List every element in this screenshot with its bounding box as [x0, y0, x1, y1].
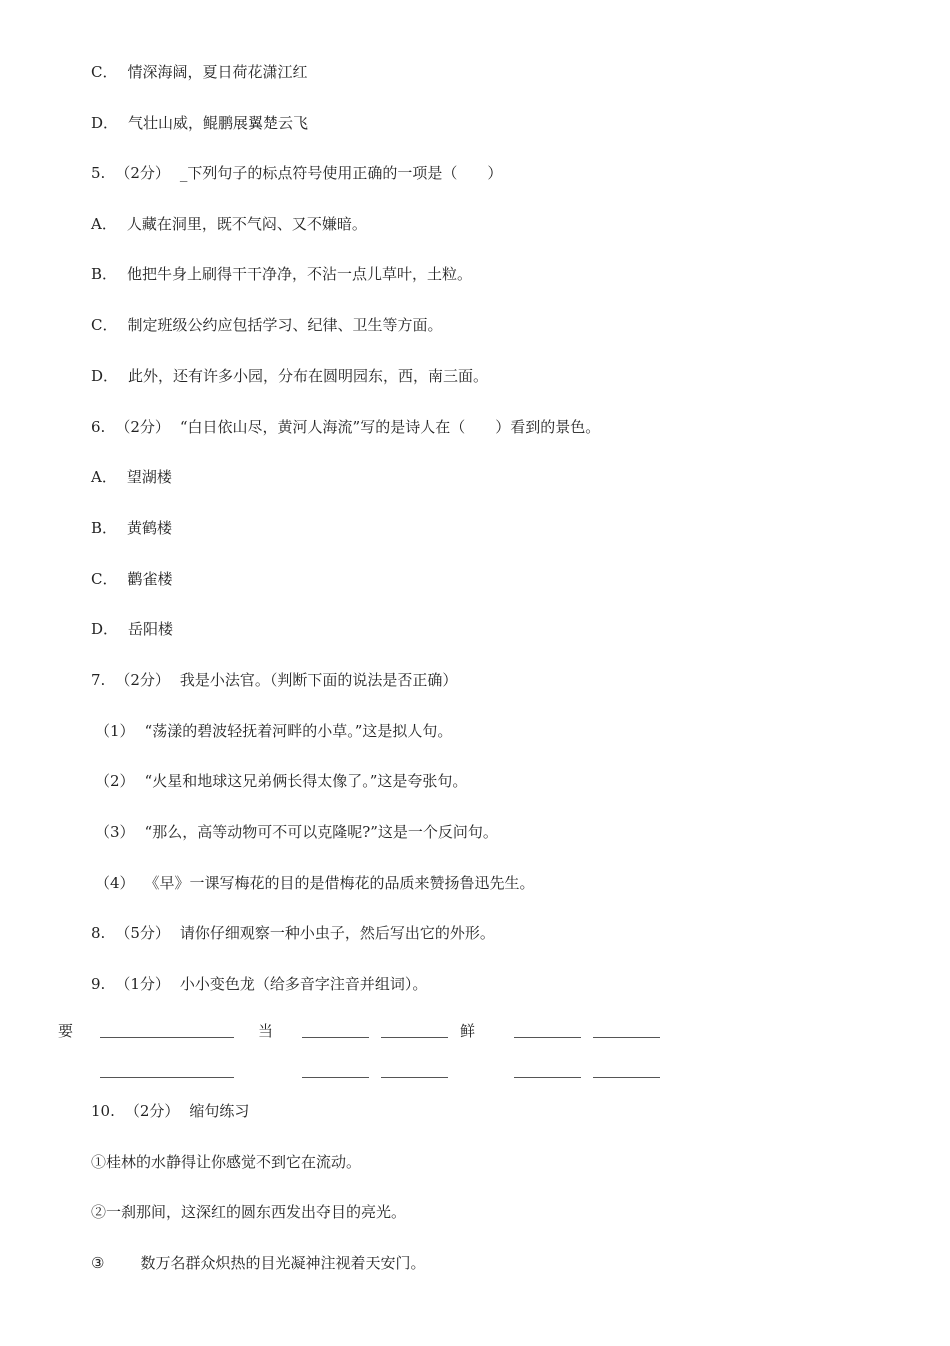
polyphone-char-xian: 鲜 [460, 1022, 476, 1040]
q9-answer-row-1 [0, 1021, 950, 1045]
item-text: 一刹那间，这深红的圆东西发出夺目的亮光。 [106, 1203, 407, 1221]
answer-blank[interactable] [514, 1037, 581, 1038]
q8-stem [91, 923, 495, 943]
item-text: 桂林的水静得让你感觉不到它在流动。 [106, 1153, 362, 1171]
question-number: 6. [91, 418, 106, 436]
q4-option-c [91, 62, 308, 82]
item-text: “荡漾的碧波轻抚着河畔的小草。”这是拟人句。 [144, 722, 453, 740]
question-score: （5分） [115, 924, 170, 942]
option-text: 情深海阔，夏日荷花潇江红 [127, 63, 308, 81]
q4-option-d [91, 113, 308, 133]
q6-option-b [91, 518, 172, 538]
question-score: （2分） [124, 1102, 180, 1120]
q5-option-c [91, 315, 443, 335]
option-text: 制定班级公约应包括学习、纪律、卫生等方面。 [127, 316, 443, 334]
question-number: 5. [91, 164, 106, 182]
answer-blank[interactable] [593, 1037, 660, 1038]
question-number: 8. [91, 924, 106, 942]
q6-option-a [91, 467, 172, 487]
item-text: 数万名群众炽热的目光凝神注视着天安门。 [140, 1254, 426, 1272]
answer-blank[interactable] [302, 1037, 369, 1038]
q5-option-d [91, 366, 488, 386]
item-label: （1） [95, 722, 135, 740]
q7-item-1 [95, 721, 452, 741]
option-label: D． [91, 367, 119, 385]
option-text: 气壮山威，鲲鹏展翼楚云飞 [128, 114, 309, 132]
question-number: 9. [91, 975, 106, 993]
q10-stem [91, 1101, 249, 1121]
question-text: 缩句练习 [189, 1102, 250, 1120]
option-label: D． [91, 620, 119, 638]
question-score: （2分） [115, 671, 170, 689]
item-text: “那么，高等动物可不可以克隆呢?”这是一个反问句。 [144, 823, 498, 841]
question-score: （2分） [115, 164, 170, 182]
q9-answer-row-2 [0, 1061, 950, 1085]
option-label: A． [91, 215, 117, 233]
q6-option-d [91, 619, 173, 639]
item-label: ① [91, 1153, 107, 1171]
item-label: （2） [95, 772, 135, 790]
answer-blank[interactable] [593, 1077, 660, 1078]
option-text: 此外，还有许多小园，分布在圆明园东，西，南三面。 [128, 367, 489, 385]
option-text: 岳阳楼 [128, 620, 174, 638]
item-text: “火星和地球这兄弟俩长得太像了。”这是夸张句。 [144, 772, 468, 790]
polyphone-char-yao: 要 [58, 1022, 74, 1040]
item-text: 《早》一课写梅花的目的是借梅花的品质来赞扬鲁迅先生。 [144, 874, 535, 892]
question-number: 7. [91, 671, 106, 689]
q5-option-b [91, 264, 472, 284]
option-label: B． [91, 519, 118, 537]
option-label: C． [91, 570, 118, 588]
option-text: 鹳雀楼 [127, 570, 173, 588]
q7-item-2 [95, 771, 467, 791]
question-text: 请你仔细观察一种小虫子，然后写出它的外形。 [179, 924, 495, 942]
item-label: （3） [95, 823, 135, 841]
question-text: “白日依山尽，黄河人海流”写的是诗人在（ ）看到的景色。 [179, 418, 601, 436]
answer-blank[interactable] [302, 1077, 369, 1078]
answer-blank[interactable] [100, 1037, 234, 1038]
q10-item-1 [91, 1152, 361, 1172]
option-label: C． [91, 63, 118, 81]
option-label: B． [91, 265, 118, 283]
q7-item-3 [95, 822, 498, 842]
option-label: C． [91, 316, 118, 334]
option-text: 他把牛身上刷得干干净净，不沾一点儿草叶，土粒。 [127, 265, 473, 283]
q5-option-a [91, 214, 367, 234]
q7-item-4 [95, 873, 535, 893]
option-text: 人藏在洞里，既不气闷、又不嫌暗。 [126, 215, 367, 233]
q10-item-3 [91, 1253, 425, 1273]
answer-blank[interactable] [100, 1077, 234, 1078]
polyphone-char-dang: 当 [258, 1022, 274, 1040]
item-label: ③ [91, 1254, 105, 1272]
question-text: 我是小法官。（判断下面的说法是否正确） [179, 671, 458, 689]
item-label: ② [91, 1203, 107, 1221]
item-label: （4） [95, 874, 135, 892]
question-score: （1分） [115, 975, 170, 993]
q5-stem [91, 163, 502, 183]
q10-item-2 [91, 1202, 406, 1222]
option-label: A． [91, 468, 117, 486]
answer-blank[interactable] [514, 1077, 581, 1078]
question-number: 10. [91, 1102, 115, 1120]
option-text: 黄鹤楼 [127, 519, 173, 537]
q7-stem [91, 670, 457, 690]
question-text: _下列句子的标点符号使用正确的一项是（ ） [179, 164, 503, 182]
question-text: 小小变色龙（给多音字注音并组词）。 [179, 975, 428, 993]
answer-blank[interactable] [381, 1077, 448, 1078]
question-score: （2分） [115, 418, 170, 436]
q6-stem [91, 417, 600, 437]
option-text: 望湖楼 [126, 468, 172, 486]
option-label: D． [91, 114, 119, 132]
answer-blank[interactable] [381, 1037, 448, 1038]
q9-stem [91, 974, 427, 994]
q6-option-c [91, 569, 173, 589]
